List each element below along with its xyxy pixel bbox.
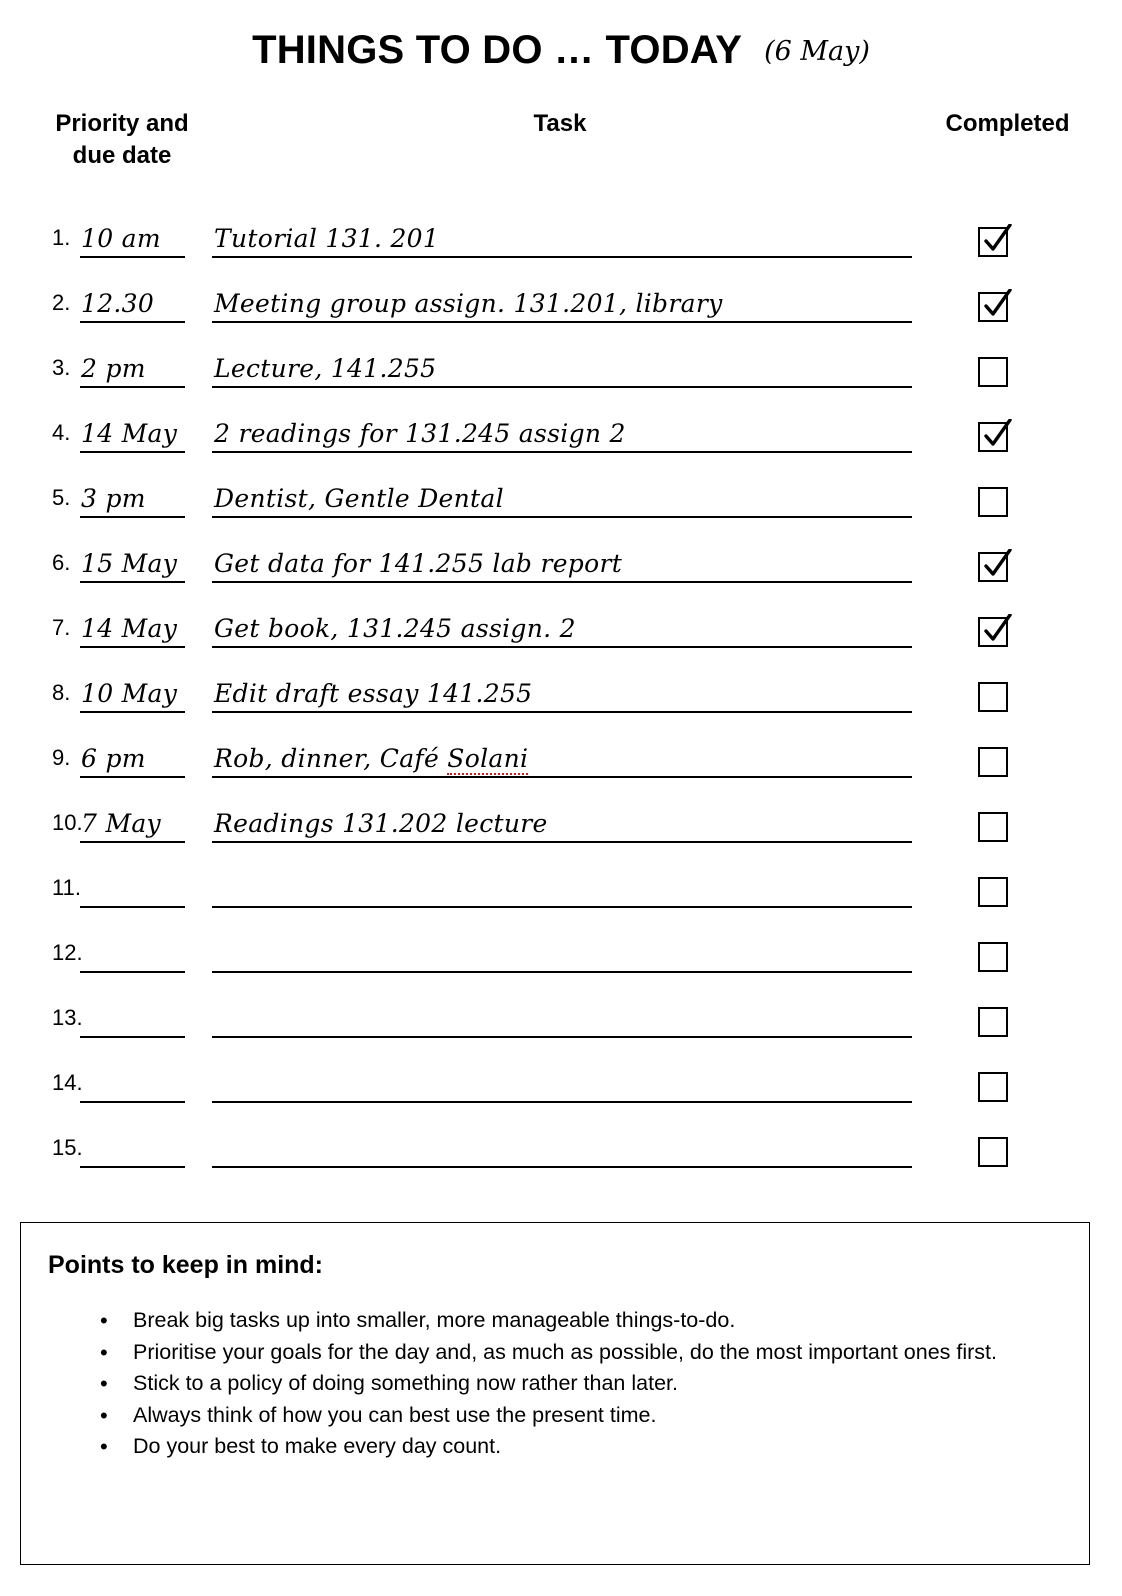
task-value: Tutorial 131. 201	[214, 224, 440, 253]
task-value: Edit draft essay 141.255	[214, 679, 533, 708]
row-number: 8.	[52, 680, 71, 705]
notes-bullet-list	[81, 1305, 1122, 1463]
priority-due-date-field[interactable]	[80, 1132, 185, 1168]
completed-checkbox[interactable]	[978, 422, 1008, 452]
notes-list-item	[100, 1368, 1122, 1399]
row-number: 12.	[52, 940, 83, 965]
completed-checkbox[interactable]	[978, 747, 1008, 777]
bullet-icon: •	[100, 1434, 108, 1460]
task-value: 2 readings for 131.245 assign 2	[214, 419, 626, 448]
priority-due-date-field[interactable]	[80, 222, 185, 258]
task-row	[0, 388, 1122, 453]
column-header-priority	[52, 108, 192, 173]
task-field[interactable]	[212, 547, 912, 583]
bullet-icon: •	[100, 1339, 108, 1365]
priority-due-date-value: 10 am	[81, 224, 161, 253]
notes-list-item	[100, 1400, 1122, 1431]
task-row	[0, 713, 1122, 778]
completed-checkbox[interactable]	[978, 1007, 1008, 1037]
task-row	[0, 258, 1122, 323]
check-mark-icon	[981, 419, 1013, 451]
task-field[interactable]	[212, 1002, 912, 1038]
priority-due-date-field[interactable]	[80, 612, 185, 648]
task-value: Dentist, Gentle Dental	[214, 484, 504, 513]
priority-due-date-field[interactable]	[80, 352, 185, 388]
task-value: Get book, 131.245 assign. 2	[214, 614, 576, 643]
notes-list-item	[100, 1337, 1122, 1368]
row-number: 4.	[52, 420, 71, 445]
bullet-icon: •	[100, 1308, 108, 1333]
check-mark-icon	[981, 614, 1013, 646]
row-number: 1.	[52, 225, 71, 250]
completed-checkbox[interactable]	[978, 1072, 1008, 1102]
completed-checkbox[interactable]	[978, 682, 1008, 712]
row-number: 7.	[52, 615, 71, 640]
priority-due-date-field[interactable]	[80, 742, 185, 778]
priority-due-date-value: 2 pm	[81, 354, 146, 383]
notes-list-item	[100, 1431, 1122, 1462]
row-number: 11.	[52, 875, 81, 900]
row-number: 10.	[52, 810, 83, 835]
task-row	[0, 518, 1122, 583]
check-mark-icon	[981, 549, 1013, 581]
completed-checkbox[interactable]	[978, 552, 1008, 582]
task-row	[0, 1103, 1122, 1168]
row-number: 6.	[52, 550, 71, 575]
task-field[interactable]	[212, 417, 912, 453]
completed-checkbox[interactable]	[978, 877, 1008, 907]
row-number: 2.	[52, 290, 71, 315]
notes-list-item-text: Do your best to make every day count.	[133, 1434, 502, 1459]
task-value: Get data for 141.255 lab report	[214, 549, 623, 578]
priority-due-date-field[interactable]	[80, 872, 185, 908]
notes-heading: Points to keep in mind:	[48, 1251, 324, 1279]
task-row	[0, 193, 1122, 258]
task-row	[0, 583, 1122, 648]
task-row	[0, 843, 1122, 908]
column-header-completed: Completed	[945, 110, 1070, 137]
priority-due-date-field[interactable]	[80, 482, 185, 518]
row-number: 15.	[52, 1135, 83, 1160]
completed-checkbox[interactable]	[978, 227, 1008, 257]
priority-due-date-field[interactable]	[80, 547, 185, 583]
task-field[interactable]	[212, 352, 912, 388]
task-field[interactable]	[212, 677, 912, 713]
task-value: Meeting group assign. 131.201, library	[214, 289, 723, 318]
row-number: 5.	[52, 485, 71, 510]
priority-due-date-value: 15 May	[81, 549, 178, 578]
column-header-priority-line2: due date	[72, 142, 172, 170]
check-mark-icon	[981, 289, 1013, 321]
priority-due-date-value: 14 May	[81, 419, 178, 448]
page-title	[0, 28, 1122, 73]
task-field[interactable]	[212, 1067, 912, 1103]
points-to-keep-in-mind-box	[20, 1222, 1090, 1565]
completed-checkbox[interactable]	[978, 487, 1008, 517]
column-header-task: Task	[533, 110, 587, 137]
completed-checkbox[interactable]	[978, 812, 1008, 842]
task-field[interactable]	[212, 1132, 912, 1168]
completed-checkbox[interactable]	[978, 942, 1008, 972]
completed-checkbox[interactable]	[978, 357, 1008, 387]
task-value: Lecture, 141.255	[214, 354, 437, 383]
task-field[interactable]	[212, 612, 912, 648]
task-field[interactable]	[212, 287, 912, 323]
task-row	[0, 908, 1122, 973]
task-field[interactable]	[212, 222, 912, 258]
task-field[interactable]	[212, 482, 912, 518]
priority-due-date-value: 12.30	[81, 289, 155, 318]
task-field[interactable]	[212, 937, 912, 973]
task-row	[0, 778, 1122, 843]
page-title-text: THINGS TO DO … TODAY	[252, 28, 743, 72]
priority-due-date-value: 6 pm	[81, 744, 146, 773]
priority-due-date-field[interactable]	[80, 677, 185, 713]
task-value: Rob, dinner, Café Solani	[214, 744, 529, 773]
row-number: 14.	[52, 1070, 83, 1095]
column-header-priority-line1: Priority and	[55, 110, 189, 137]
page-title-date: (6 May)	[764, 36, 870, 67]
priority-due-date-field[interactable]	[80, 807, 185, 843]
notes-list-item	[100, 1305, 1122, 1336]
task-list	[0, 193, 1122, 1168]
task-row	[0, 1038, 1122, 1103]
priority-due-date-value: 3 pm	[81, 484, 146, 513]
row-number: 13.	[52, 1005, 83, 1030]
notes-list-item-text: Break big tasks up into smaller, more manageable things-to-do.	[133, 1308, 736, 1332]
task-field[interactable]	[212, 872, 912, 908]
task-row	[0, 973, 1122, 1038]
completed-checkbox[interactable]	[978, 1137, 1008, 1167]
notes-list-item-text: Always think of how you can best use the present time.	[133, 1402, 657, 1427]
row-number: 9.	[52, 745, 71, 770]
priority-due-date-value: 7 May	[81, 809, 161, 838]
task-row	[0, 453, 1122, 518]
priority-due-date-field[interactable]	[80, 417, 185, 453]
priority-due-date-field[interactable]	[80, 1002, 185, 1038]
priority-due-date-field[interactable]	[80, 937, 185, 973]
misspelled-word: Solani	[447, 744, 529, 773]
row-number: 3.	[52, 355, 71, 380]
task-field[interactable]	[212, 807, 912, 843]
completed-checkbox[interactable]	[978, 617, 1008, 647]
priority-due-date-value: 10 May	[81, 679, 178, 708]
priority-due-date-field[interactable]	[80, 287, 185, 323]
notes-list-item-text: Prioritise your goals for the day and, as much as possible, do the most important ones first.	[133, 1339, 997, 1364]
task-row	[0, 648, 1122, 713]
bullet-icon: •	[100, 1402, 108, 1428]
completed-checkbox[interactable]	[978, 292, 1008, 322]
check-mark-icon	[981, 224, 1013, 256]
task-value: Readings 131.202 lecture	[214, 809, 548, 838]
notes-list-item-text: Stick to a policy of doing something now rather than later.	[133, 1371, 678, 1396]
task-field[interactable]	[212, 742, 912, 778]
bullet-icon: •	[100, 1371, 108, 1397]
priority-due-date-value: 14 May	[81, 614, 178, 643]
priority-due-date-field[interactable]	[80, 1067, 185, 1103]
task-row	[0, 323, 1122, 388]
